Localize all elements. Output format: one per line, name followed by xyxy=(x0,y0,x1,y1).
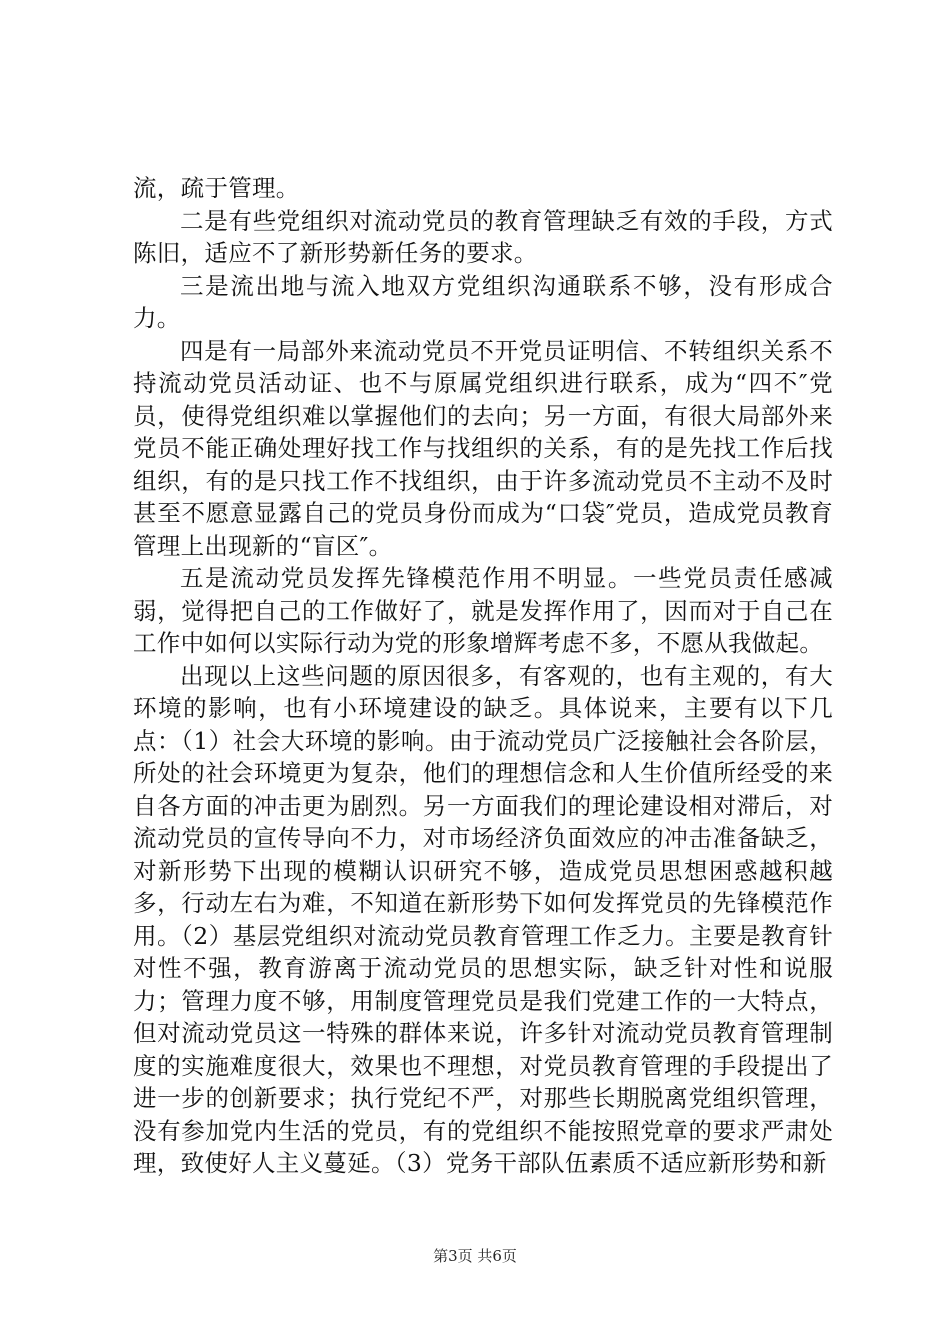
paragraph-point-four: 四是有一局部外来流动党员不开党员证明信、不转组织关系不持流动党员活动证、也不与原属党组织进行联系，成为“四不″党员，使得党组织难以掌握他们的去向；另一方面，有很大局部外来党员不能正确处理好找工作与找组织的关系，有的是先找工作后找组织，有的是只找工作不找组织，由于许多流动党员不主动不及时甚至不愿意显露自己的党员身份而成为“口袋″党员，造成党员教育管理上出现新的“盲区″。 xyxy=(133,336,833,560)
document-body xyxy=(133,172,833,1180)
paragraph-continuation: 流，疏于管理。 xyxy=(133,174,300,202)
paragraph-point-three: 三是流出地与流入地双方党组织沟通联系不够，没有形成合力。 xyxy=(133,271,833,332)
page-number-footer: 第3页 共6页 xyxy=(433,1247,517,1265)
paragraph-point-five: 五是流动党员发挥先锋模范作用不明显。一些党员责任感减弱，觉得把自己的工作做好了，就是发挥作用了，因而对于自己在工作中如何以实际行动为党的形象增辉考虑不多，不愿从我做起。 xyxy=(133,564,833,657)
paragraph-point-two: 二是有些党组织对流动党员的教育管理缺乏有效的手段，方式陈旧，适应不了新形势新任务的要求。 xyxy=(133,206,833,267)
paragraph-causes: 出现以上这些问题的原因很多，有客观的，也有主观的，有大环境的影响，也有小环境建设的缺乏。具体说来，主要有以下几点：（1）社会大环境的影响。由于流动党员广泛接触社会各阶层，所处的社会环境更为复杂，他们的理想信念和人生价值所经受的来自各方面的冲击更为剧烈。另一方面我们的理论建设相对滞后，对流动党员的宣传导向不力，对市场经济负面效应的冲击准备缺乏，对新形势下出现的模糊认识研究不够，造成党员思想困惑越积越多，行动左右为难，不知道在新形势下如何发挥党员的先锋模范作用。（2）基层党组织对流动党员教育管理工作乏力。主要是教育针对性不强，教育游离于流动党员的思想实际，缺乏针对性和说服力；管理力度不够，用制度管理党员是我们党建工作的一大特点，但对流动党员这一特殊的群体来说，许多针对流动党员教育管理制度的实施难度很大，效果也不理想，对党员教育管理的手段提出了进一步的创新要求；执行党纪不严，对那些长期脱离党组织管理，没有参加党内生活的党员，有的党组织不能按照党章的要求严肃处理，致使好人主义蔓延。（3）党务干部队伍素质不适应新形势和新 xyxy=(133,661,833,1177)
